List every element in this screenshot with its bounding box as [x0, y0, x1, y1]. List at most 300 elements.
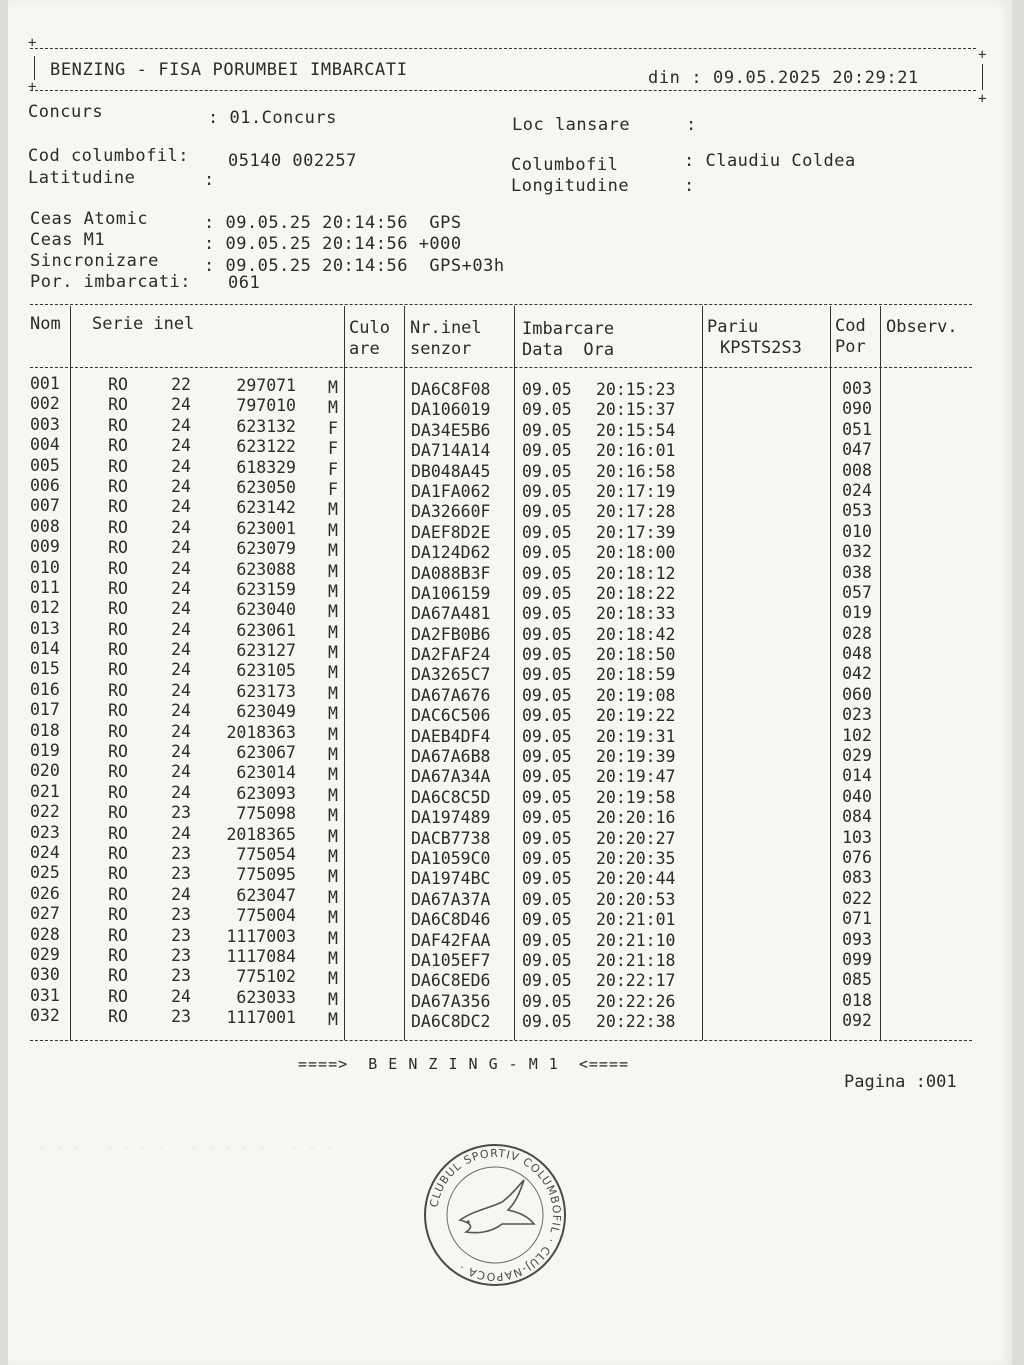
cell-data: 09.05: [522, 461, 572, 481]
cell-ora: 20:20:35: [596, 848, 676, 868]
cell-inel: 775098: [236, 804, 296, 824]
cell-inel: 623159: [236, 579, 296, 599]
cell-inel: 623105: [236, 661, 296, 681]
cell-senzor: DA088B3F: [411, 563, 491, 583]
cell-sex: M: [328, 663, 338, 683]
cod-columbofil-label: Cod columbofil:: [28, 146, 190, 166]
cell-tara: RO: [108, 864, 128, 884]
cell-ora: 20:16:58: [596, 461, 676, 481]
cell-ora: 20:20:27: [596, 828, 676, 848]
cell-inel: 1117084: [226, 946, 296, 966]
cell-tara: RO: [108, 966, 128, 986]
cell-an: 24: [171, 415, 191, 435]
cell-an: 24: [171, 823, 191, 843]
cell-data: 09.05: [522, 604, 572, 624]
ceas-atomic-value: : 09.05.25 20:14:56 GPS: [204, 213, 462, 233]
cell-tara: RO: [108, 1007, 128, 1027]
cell-nom: 017: [30, 700, 60, 720]
cell-ora: 20:21:01: [596, 910, 676, 930]
cell-nom: 026: [30, 883, 60, 903]
ceas-m1-value: : 09.05.25 20:14:56 +000: [204, 234, 462, 254]
cell-sex: M: [328, 520, 338, 540]
col-sep-imbarcare: [702, 306, 703, 1040]
cell-data: 09.05: [522, 910, 572, 930]
cell-sex: M: [328, 765, 338, 785]
loc-lansare-value: :: [686, 115, 697, 135]
cell-nom: 015: [30, 659, 60, 679]
cell-sex: M: [328, 806, 338, 826]
cell-an: 23: [171, 864, 191, 884]
cell-ora: 20:18:22: [596, 583, 676, 603]
sincronizare-label: Sincronizare: [30, 251, 159, 271]
col-header-imbarcare: Imbarcare: [522, 319, 615, 339]
cell-tara: RO: [108, 538, 128, 558]
cell-tara: RO: [108, 721, 128, 741]
bleed-through-text: - - - - - - - - - - - - - - -: [38, 1140, 334, 1156]
cell-ora: 20:19:08: [596, 685, 676, 705]
col-header-senzor: senzor: [410, 339, 472, 359]
sincronizare-value: : 09.05.25 20:14:56 GPS+03h: [204, 256, 505, 276]
cell-cod: 024: [842, 480, 872, 500]
cell-data: 09.05: [522, 889, 572, 909]
cell-nom: 020: [30, 761, 60, 781]
cod-columbofil-value: 05140 002257: [228, 151, 357, 171]
cell-senzor: DA34E5B6: [411, 420, 491, 440]
cell-inel: 623127: [236, 641, 296, 661]
cell-sex: M: [328, 602, 338, 622]
cell-an: 24: [171, 456, 191, 476]
cell-tara: RO: [108, 578, 128, 598]
cell-sex: M: [328, 683, 338, 703]
cell-ora: 20:15:54: [596, 420, 676, 440]
cell-an: 24: [171, 680, 191, 700]
cell-nom: 009: [30, 537, 60, 557]
cell-nom: 016: [30, 679, 60, 699]
cell-tara: RO: [108, 619, 128, 639]
cell-senzor: DA67A6B8: [411, 747, 491, 767]
cell-senzor: DA1974BC: [411, 869, 491, 889]
cell-senzor: DA67A37A: [411, 889, 491, 909]
cell-ora: 20:20:44: [596, 869, 676, 889]
cell-sex: M: [328, 867, 338, 887]
cell-data: 09.05: [522, 706, 572, 726]
cell-ora: 20:22:17: [596, 971, 676, 991]
column-senzor: [411, 380, 513, 1033]
column-data: [522, 380, 588, 1033]
cell-an: 23: [171, 1007, 191, 1027]
cell-tara: RO: [108, 925, 128, 945]
cell-inel: 623040: [236, 600, 296, 620]
cell-cod: 014: [842, 766, 872, 786]
cell-data: 09.05: [522, 400, 572, 420]
cell-senzor: DA714A14: [411, 441, 491, 461]
cell-tara: RO: [108, 375, 128, 394]
cell-inel: 623173: [236, 681, 296, 701]
cell-cod: 042: [842, 664, 872, 684]
cell-ora: 20:19:39: [596, 747, 676, 767]
cell-cod: 083: [842, 868, 872, 888]
cell-senzor: DA32660F: [411, 502, 491, 522]
frame-left-bar: [34, 56, 35, 80]
svg-text:CLUBUL SPORTIV COLUMBOFIL · CL: CLUBUL SPORTIV COLUMBOFIL · CLUJ-NAPOCA ·: [427, 1146, 564, 1284]
col-header-nom: Nom: [30, 314, 61, 334]
col-header-pariu: Pariu: [707, 317, 759, 337]
cell-sex: F: [328, 479, 338, 499]
cell-sex: F: [328, 418, 338, 438]
cell-an: 24: [171, 578, 191, 598]
ceas-atomic-label: Ceas Atomic: [30, 209, 149, 229]
cell-an: 24: [171, 517, 191, 537]
cell-an: 22: [171, 375, 191, 394]
cell-tara: RO: [108, 395, 128, 415]
cell-cod: 085: [842, 970, 872, 990]
cell-an: 24: [171, 884, 191, 904]
cell-senzor: DA105EF7: [411, 950, 491, 970]
cell-tara: RO: [108, 945, 128, 965]
cell-tara: RO: [108, 701, 128, 721]
cell-inel: 623001: [236, 518, 296, 538]
cell-ora: 20:18:42: [596, 624, 676, 644]
cell-inel: 623132: [236, 416, 296, 436]
cell-cod: 053: [842, 501, 872, 521]
report-title: BENZING - FISA PORUMBEI IMBARCATI: [50, 60, 408, 80]
cell-sex: M: [328, 887, 338, 907]
cell-senzor: DAEB4DF4: [411, 726, 491, 746]
cell-an: 24: [171, 762, 191, 782]
cell-nom: 004: [30, 435, 60, 455]
col-header-por: Por: [835, 337, 866, 357]
cell-cod: 102: [842, 725, 872, 745]
cell-senzor: DA6C8C5D: [411, 787, 491, 807]
cell-sex: M: [328, 969, 338, 989]
cell-nom: 019: [30, 741, 60, 761]
cell-nom: 006: [30, 475, 60, 495]
frame-top-rule: [30, 48, 976, 49]
cell-tara: RO: [108, 640, 128, 660]
cell-data: 09.05: [522, 991, 572, 1011]
cell-sex: M: [328, 745, 338, 765]
cell-senzor: DAF42FAA: [411, 930, 491, 950]
cell-ora: 20:18:59: [596, 665, 676, 685]
cell-inel: 623014: [236, 763, 296, 783]
page-number: Pagina :001: [844, 1072, 957, 1092]
cell-sex: M: [328, 785, 338, 805]
cell-ora: 20:19:22: [596, 706, 676, 726]
cell-cod: 022: [842, 888, 872, 908]
cell-ora: 20:18:50: [596, 645, 676, 665]
cell-an: 24: [171, 721, 191, 741]
col-header-culoare: Culo: [349, 318, 390, 338]
cell-nom: 010: [30, 557, 60, 577]
cell-ora: 20:18:12: [596, 563, 676, 583]
cell-nom: 022: [30, 802, 60, 822]
cell-data: 09.05: [522, 685, 572, 705]
cell-cod: 103: [842, 827, 872, 847]
cell-nom: 008: [30, 516, 60, 536]
cell-data: 09.05: [522, 645, 572, 665]
cell-sex: M: [328, 908, 338, 928]
col-header-kpsts: KPSTS2S3: [720, 338, 802, 358]
cell-senzor: DAEF8D2E: [411, 522, 491, 542]
cell-senzor: DA6C8DC2: [411, 1012, 491, 1032]
cell-data: 09.05: [522, 828, 572, 848]
cell-cod: 028: [842, 623, 872, 643]
latitudine-label: Latitudine: [28, 168, 136, 188]
cell-cod: 057: [842, 582, 872, 602]
cell-senzor: DA106159: [411, 583, 491, 603]
cell-nom: 021: [30, 781, 60, 801]
cell-tara: RO: [108, 436, 128, 456]
cell-senzor: DA67A34A: [411, 767, 491, 787]
cell-tara: RO: [108, 680, 128, 700]
cell-senzor: DB048A45: [411, 461, 491, 481]
cell-senzor: DA67A356: [411, 991, 491, 1011]
frame-right-bar: [982, 64, 983, 90]
cell-an: 24: [171, 476, 191, 496]
cell-data: 09.05: [522, 563, 572, 583]
cell-data: 09.05: [522, 747, 572, 767]
cell-ora: 20:19:31: [596, 726, 676, 746]
cell-inel: 297071: [236, 376, 296, 395]
cell-sex: M: [328, 561, 338, 581]
por-imbarcati-label: Por. imbarcati:: [30, 272, 192, 292]
cell-senzor: DACB7738: [411, 828, 491, 848]
cell-an: 24: [171, 640, 191, 660]
cell-nom: 011: [30, 577, 60, 597]
column-an: [164, 375, 198, 1028]
cell-data: 09.05: [522, 726, 572, 746]
cell-ora: 20:17:19: [596, 481, 676, 501]
cell-tara: RO: [108, 599, 128, 619]
cell-inel: 623088: [236, 559, 296, 579]
cell-cod: 099: [842, 949, 872, 969]
frame-corner: +: [28, 79, 37, 95]
cell-cod: 029: [842, 746, 872, 766]
cell-data: 09.05: [522, 583, 572, 603]
cell-data: 09.05: [522, 502, 572, 522]
cell-an: 24: [171, 660, 191, 680]
col-header-nrinel: Nr.inel: [410, 318, 482, 338]
cell-sex: M: [328, 704, 338, 724]
columbofil-value: : Claudiu Coldea: [684, 151, 856, 171]
cell-cod: 047: [842, 440, 872, 460]
cell-data: 09.05: [522, 848, 572, 868]
cell-an: 24: [171, 742, 191, 762]
cell-cod: 023: [842, 705, 872, 725]
cell-cod: 048: [842, 644, 872, 664]
cell-data: 09.05: [522, 930, 572, 950]
cell-sex: M: [328, 928, 338, 948]
cell-an: 24: [171, 619, 191, 639]
cell-cod: 076: [842, 847, 872, 867]
cell-senzor: DA2FAF24: [411, 645, 491, 665]
col-sep-cod: [880, 306, 881, 1040]
cell-an: 23: [171, 966, 191, 986]
longitudine-label: Longitudine: [511, 176, 630, 196]
cell-data: 09.05: [522, 441, 572, 461]
cell-nom: 018: [30, 720, 60, 740]
cell-inel: 623122: [236, 437, 296, 457]
cell-data: 09.05: [522, 971, 572, 991]
cell-ora: 20:17:28: [596, 502, 676, 522]
cell-cod: 032: [842, 542, 872, 562]
column-ora: [596, 380, 696, 1033]
cell-an: 24: [171, 986, 191, 1006]
cell-inel: 2018365: [226, 824, 296, 844]
cell-tara: RO: [108, 843, 128, 863]
cell-ora: 20:16:01: [596, 441, 676, 461]
cell-nom: 002: [30, 394, 60, 414]
cell-cod: 090: [842, 399, 872, 419]
cell-nom: 032: [30, 1006, 60, 1026]
cell-ora: 20:21:10: [596, 930, 676, 950]
concurs-value: : 01.Concurs: [208, 108, 337, 128]
cell-senzor: DA6C8D46: [411, 910, 491, 930]
cell-an: 23: [171, 925, 191, 945]
cell-tara: RO: [108, 803, 128, 823]
cell-inel: 775095: [236, 865, 296, 885]
cell-an: 24: [171, 538, 191, 558]
cell-senzor: DA6C8ED6: [411, 971, 491, 991]
cell-cod: 038: [842, 562, 872, 582]
cell-tara: RO: [108, 986, 128, 1006]
cell-nom: 027: [30, 904, 60, 924]
cell-senzor: DA1FA062: [411, 481, 491, 501]
cell-inel: 623050: [236, 477, 296, 497]
cell-ora: 20:22:38: [596, 1012, 676, 1032]
cell-an: 23: [171, 803, 191, 823]
cell-tara: RO: [108, 415, 128, 435]
col-header-data-ora: Data Ora: [522, 340, 615, 360]
cell-senzor: DA106019: [411, 400, 491, 420]
cell-an: 23: [171, 843, 191, 863]
cell-senzor: DA6C8F08: [411, 380, 491, 399]
cell-cod: 008: [842, 460, 872, 480]
cell-sex: M: [328, 846, 338, 866]
cell-tara: RO: [108, 660, 128, 680]
report-date: din : 09.05.2025 20:29:21: [648, 68, 919, 88]
col-header-observ: Observ.: [886, 317, 958, 337]
cell-data: 09.05: [522, 767, 572, 787]
cell-inel: 1117003: [226, 926, 296, 946]
cell-inel: 2018363: [226, 722, 296, 742]
column-nom: [30, 374, 68, 1027]
cell-nom: 031: [30, 985, 60, 1005]
cell-inel: 623033: [236, 987, 296, 1007]
cell-data: 09.05: [522, 665, 572, 685]
cell-tara: RO: [108, 456, 128, 476]
cell-nom: 014: [30, 639, 60, 659]
cell-ora: 20:20:16: [596, 808, 676, 828]
cell-sex: M: [328, 989, 338, 1009]
cell-sex: M: [328, 826, 338, 846]
cell-inel: 623049: [236, 702, 296, 722]
club-stamp-seal: [420, 1140, 570, 1290]
cell-senzor: DA67A481: [411, 604, 491, 624]
cell-inel: 623093: [236, 783, 296, 803]
cell-senzor: DAC6C506: [411, 706, 491, 726]
cell-nom: 003: [30, 414, 60, 434]
frame-corner: +: [978, 47, 987, 63]
cell-data: 09.05: [522, 808, 572, 828]
footer-banner: ====> B E N Z I N G - M 1 <====: [298, 1055, 630, 1073]
cell-data: 09.05: [522, 481, 572, 501]
cell-an: 24: [171, 436, 191, 456]
cell-nom: 007: [30, 496, 60, 516]
cell-cod: 051: [842, 419, 872, 439]
cell-data: 09.05: [522, 1012, 572, 1032]
cell-data: 09.05: [522, 624, 572, 644]
cell-inel: 623061: [236, 620, 296, 640]
table-bottom-rule: [30, 1040, 972, 1041]
cell-an: 24: [171, 701, 191, 721]
cell-ora: 20:19:47: [596, 767, 676, 787]
cell-an: 24: [171, 782, 191, 802]
cell-data: 09.05: [522, 380, 572, 399]
cell-an: 24: [171, 497, 191, 517]
cell-ora: 20:15:37: [596, 400, 676, 420]
cell-sex: M: [328, 724, 338, 744]
column-cod: [834, 379, 880, 1032]
cell-tara: RO: [108, 905, 128, 925]
cell-tara: RO: [108, 782, 128, 802]
cell-nom: 024: [30, 842, 60, 862]
cell-cod: 060: [842, 684, 872, 704]
ceas-m1-label: Ceas M1: [30, 230, 106, 250]
cell-sex: M: [328, 541, 338, 561]
frame-corner: +: [978, 91, 987, 107]
cell-inel: 623047: [236, 885, 296, 905]
cell-data: 09.05: [522, 787, 572, 807]
cell-senzor: DA2FB0B6: [411, 624, 491, 644]
latitudine-value: :: [204, 170, 215, 190]
cell-ora: 20:18:33: [596, 604, 676, 624]
cell-tara: RO: [108, 762, 128, 782]
cell-tara: RO: [108, 823, 128, 843]
frame-corner: +: [28, 35, 37, 51]
cell-data: 09.05: [522, 543, 572, 563]
col-sep-pariu: [830, 306, 831, 1040]
cell-cod: 093: [842, 929, 872, 949]
cell-cod: 019: [842, 603, 872, 623]
cell-cod: 003: [842, 379, 872, 398]
col-header-serie: Serie inel: [92, 314, 195, 334]
cell-sex: F: [328, 439, 338, 459]
cell-nom: 029: [30, 944, 60, 964]
cell-senzor: DA67A676: [411, 685, 491, 705]
cell-sex: M: [328, 378, 338, 397]
cell-inel: 775102: [236, 967, 296, 987]
cell-ora: 20:19:58: [596, 787, 676, 807]
cell-sex: M: [328, 1010, 338, 1030]
cell-nom: 001: [30, 374, 60, 393]
cell-nom: 012: [30, 598, 60, 618]
cell-nom: 028: [30, 924, 60, 944]
cell-senzor: DA3265C7: [411, 665, 491, 685]
cell-sex: M: [328, 581, 338, 601]
cell-tara: RO: [108, 742, 128, 762]
cell-inel: 623142: [236, 498, 296, 518]
column-sex: [324, 378, 342, 1031]
cell-ora: 20:18:00: [596, 543, 676, 563]
cell-nom: 025: [30, 863, 60, 883]
cell-nom: 030: [30, 965, 60, 985]
loc-lansare-label: Loc lansare: [512, 115, 631, 135]
frame-mid-rule: [30, 90, 976, 91]
cell-sex: M: [328, 643, 338, 663]
col-header-cod: Cod: [835, 316, 866, 336]
table-top-rule: [30, 304, 972, 305]
